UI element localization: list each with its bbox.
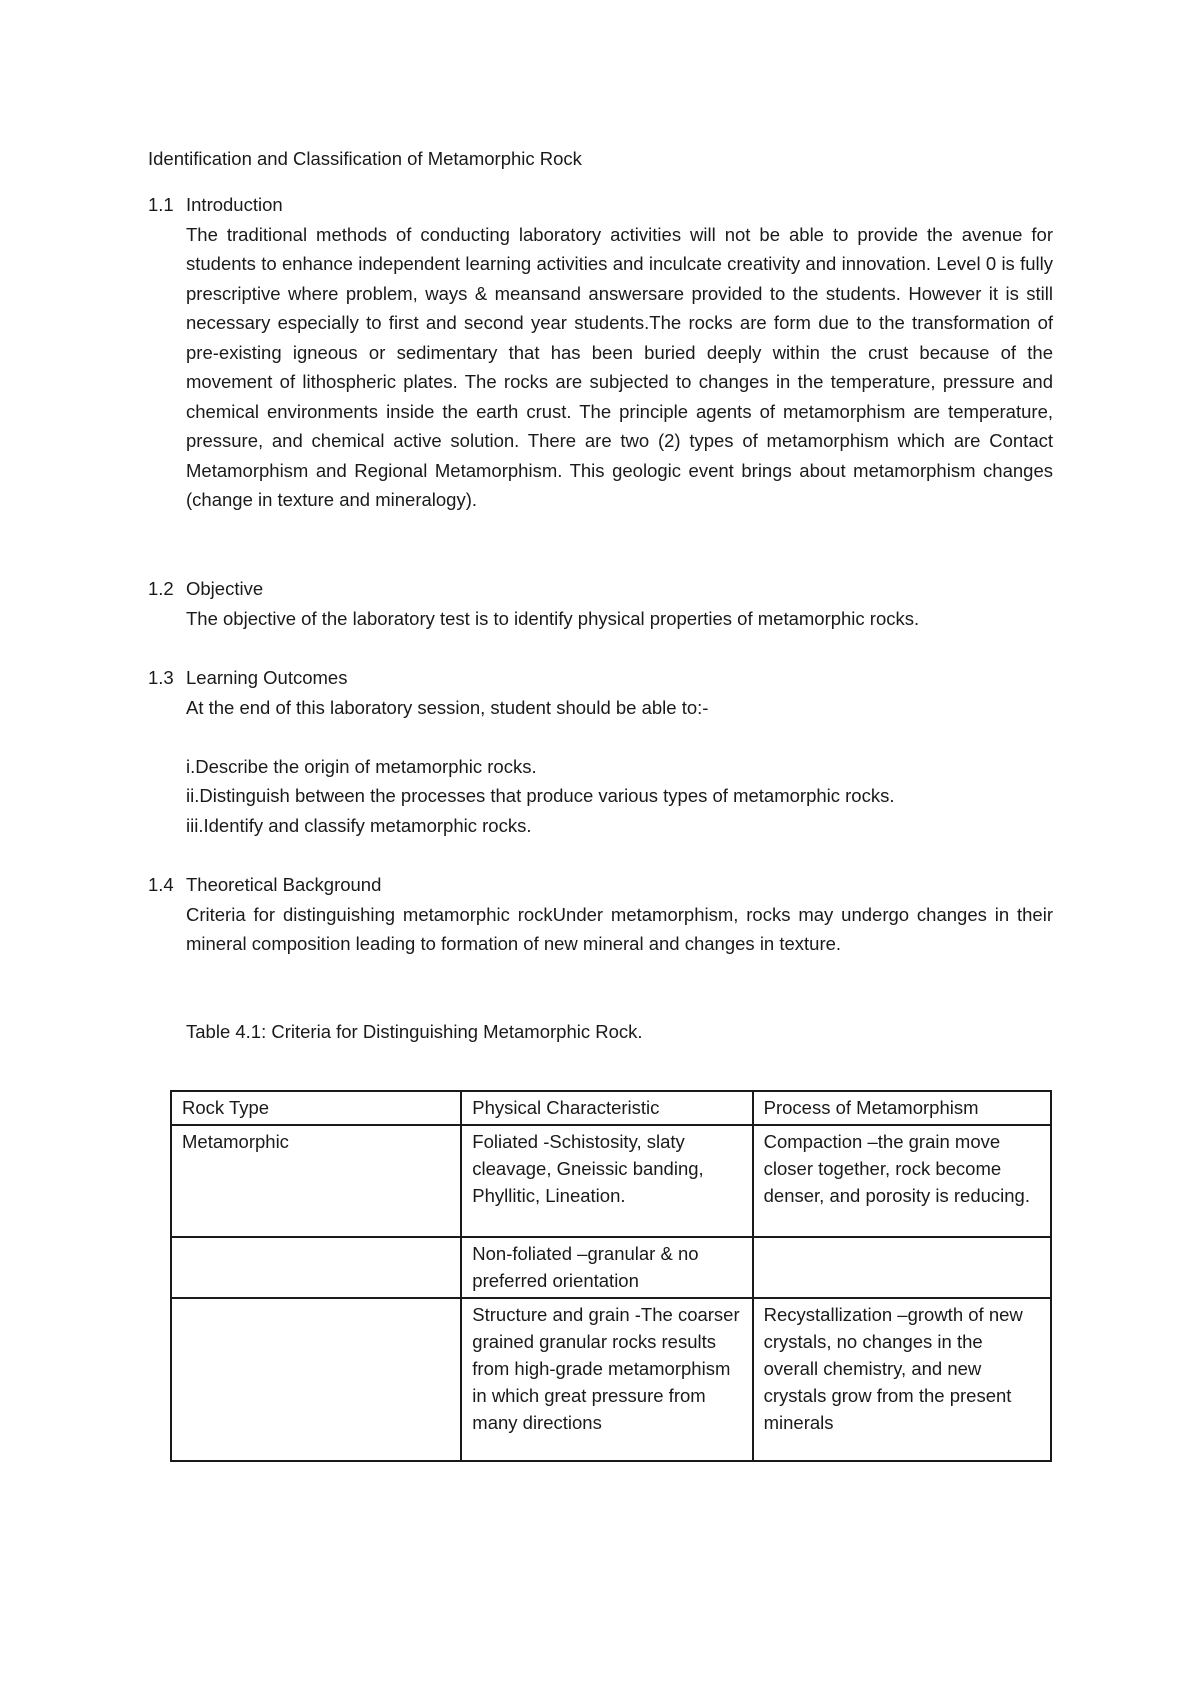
list-item: iii.Identify and classify metamorphic rocks. [186, 814, 532, 836]
document-title: Identification and Classification of Metamorphic Rock [148, 148, 582, 169]
objective-paragraph: The objective of the laboratory test is to identify physical properties of metamorphic rocks. [186, 607, 920, 629]
list-item: i.Describe the origin of metamorphic rocks. [186, 755, 537, 777]
spacer [186, 722, 1053, 752]
learning-outcomes-body [186, 693, 1053, 841]
section-heading [148, 190, 1053, 220]
introduction-paragraph: The traditional methods of conducting laboratory activities will not be able to provide the avenue for students to enhance independent learning activities and inculcate creativity and innovation. Level 0 is fully prescriptive where problem, ways & meansand answersare provided to the students. However it is still necessary especially to first and second year students.The rocks are form due to the transformation of pre-existing igneous or sedimentary that has been buried deeply within the crust because of the movement of lithospheric plates. The rocks are subjected to changes in the temperature, pressure and chemical environments inside the earth crust. The principle agents of metamorphism are temperature, pressure, and chemical active solution. There are two (2) types of metamorphism which are Contact Metamorphism and Regional Metamorphism. This geologic event brings about metamorphism changes (change in texture and mineralogy). [186, 223, 1053, 510]
table-header-row [171, 1091, 1051, 1125]
section-heading [148, 663, 1053, 693]
section-heading [148, 574, 1053, 604]
column-header-process: Process of Metamorphism [753, 1091, 1051, 1125]
table-row [171, 1125, 1051, 1237]
table-cell [753, 1237, 1051, 1298]
section-number: 1.1 [148, 194, 174, 215]
table-cell: Structure and grain -The coarser grained granular rocks results from high-grade metamorphism in which great pressure from many directions [461, 1298, 752, 1461]
section-title: Learning Outcomes [186, 667, 348, 688]
section-number: 1.4 [148, 874, 174, 895]
section-heading [148, 870, 1053, 900]
table-cell: Non-foliated –granular & no preferred orientation [461, 1237, 752, 1298]
table-cell: Metamorphic [171, 1125, 461, 1237]
section-title: Theoretical Background [186, 874, 382, 895]
section-objective [148, 574, 1053, 633]
table-cell: Recystallization –growth of new crystals, no changes in the overall chemistry, and new crystals grow from the present minerals [753, 1298, 1051, 1461]
section-number: 1.2 [148, 578, 174, 599]
section-learning-outcomes [148, 663, 1053, 840]
column-header-rock-type: Rock Type [171, 1091, 461, 1125]
table-cell [171, 1237, 461, 1298]
theoretical-background-paragraph: Criteria for distinguishing metamorphic rockUnder metamorphism, rocks may undergo changes in their mineral composition leading to formation of new mineral and changes in texture. [186, 903, 1053, 954]
section-number: 1.3 [148, 667, 174, 688]
table-cell [171, 1298, 461, 1461]
table-caption: Table 4.1: Criteria for Distinguishing Metamorphic Rock. [186, 1021, 643, 1042]
learning-outcomes-lead: At the end of this laboratory session, student should be able to:- [186, 696, 709, 718]
column-header-physical-characteristic: Physical Characteristic [461, 1091, 752, 1125]
criteria-table [170, 1090, 1052, 1462]
section-introduction [148, 190, 1053, 515]
section-theoretical-background [148, 870, 1053, 959]
table-row [171, 1298, 1051, 1461]
table-cell: Foliated -Schistosity, slaty cleavage, Gneissic banding, Phyllitic, Lineation. [461, 1125, 752, 1237]
table-cell: Compaction –the grain move closer together, rock become denser, and porosity is reducing. [753, 1125, 1051, 1237]
section-title: Objective [186, 578, 264, 599]
section-title: Introduction [186, 194, 283, 215]
list-item: ii.Distinguish between the processes that produce various types of metamorphic rocks. [186, 785, 895, 806]
table-row [171, 1237, 1051, 1298]
